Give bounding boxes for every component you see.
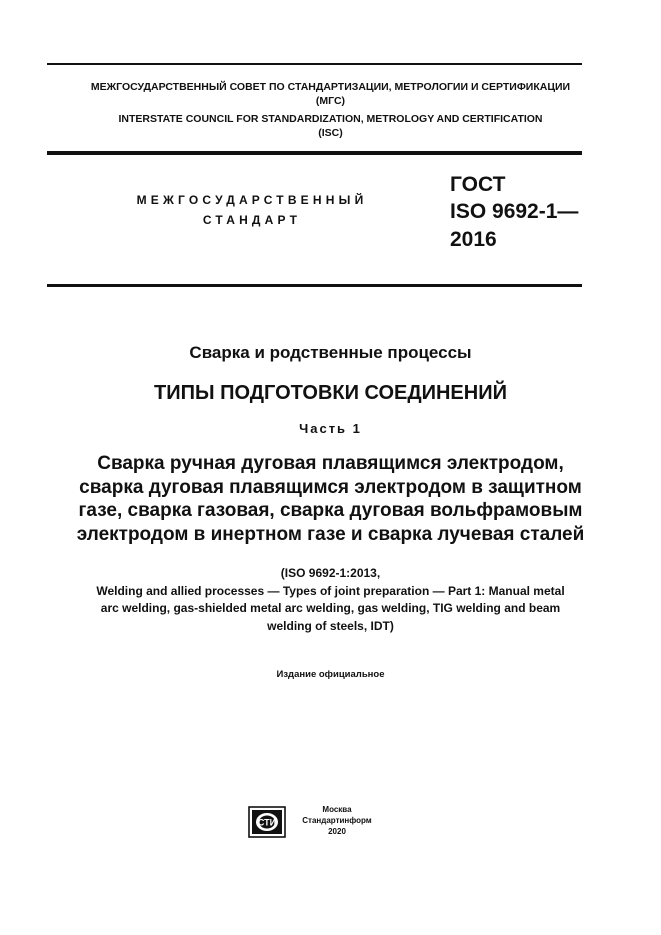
main-title-line2: сварка дуговая плавящимся электродом в защитном	[79, 476, 582, 498]
standard-kind-line2: СТАНДАРТ	[202, 213, 302, 227]
main-title-line4: электродом в инертном газе и сварка лучевая сталей	[76, 523, 585, 545]
standard-kind-line1: МЕЖГОСУДАРСТВЕННЫЙ	[136, 193, 368, 207]
publisher-year: 2020	[328, 827, 346, 836]
publisher-name: Стандартинформ	[302, 816, 372, 825]
standard-thick-rule	[47, 284, 582, 287]
publisher-city: Москва	[322, 805, 352, 814]
document-title: ТИПЫ ПОДГОТОВКИ СОЕДИНЕНИЙ	[154, 382, 507, 404]
part-label: Часть 1	[299, 421, 362, 436]
council-ru-line1: МЕЖГОСУДАРСТВЕННЫЙ СОВЕТ ПО СТАНДАРТИЗАЦИИ, МЕТРОЛОГИИ И СЕРТИФИКАЦИИ	[90, 81, 571, 93]
gost-code-line3: 2016	[450, 228, 497, 251]
top-rule	[47, 63, 582, 65]
council-en-line2: (ISC)	[318, 127, 343, 139]
gost-code-line1: ГОСТ	[450, 173, 506, 196]
council-ru-line2: (МГС)	[315, 95, 346, 107]
en-title-line1: (ISO 9692-1:2013,	[280, 566, 381, 580]
subtitle: Сварка и родственные процессы	[189, 343, 472, 362]
header-thick-rule	[47, 151, 582, 155]
logo-text: СТИ	[257, 817, 277, 828]
main-title-line3: газе, сварка газовая, сварка дуговая вольфрамовым	[78, 500, 583, 521]
en-title-line4: welding of steels, IDT)	[267, 618, 394, 633]
official-edition: Издание официальное	[276, 669, 385, 680]
publisher-logo-icon	[248, 806, 286, 838]
main-title-line1: Сварка ручная дуговая плавящимся электродом,	[97, 453, 564, 474]
en-title-line2: Welding and allied processes — Types of joint preparation — Part 1: Manual metal	[96, 583, 565, 598]
gost-code-line2: ISO 9692-1—	[450, 200, 579, 223]
council-en-line1: INTERSTATE COUNCIL FOR STANDARDIZATION, METROLOGY AND CERTIFICATION	[118, 113, 543, 125]
en-title-line3: arc welding, gas-shielded metal arc welding, gas welding, TIG welding and beam	[100, 601, 561, 615]
